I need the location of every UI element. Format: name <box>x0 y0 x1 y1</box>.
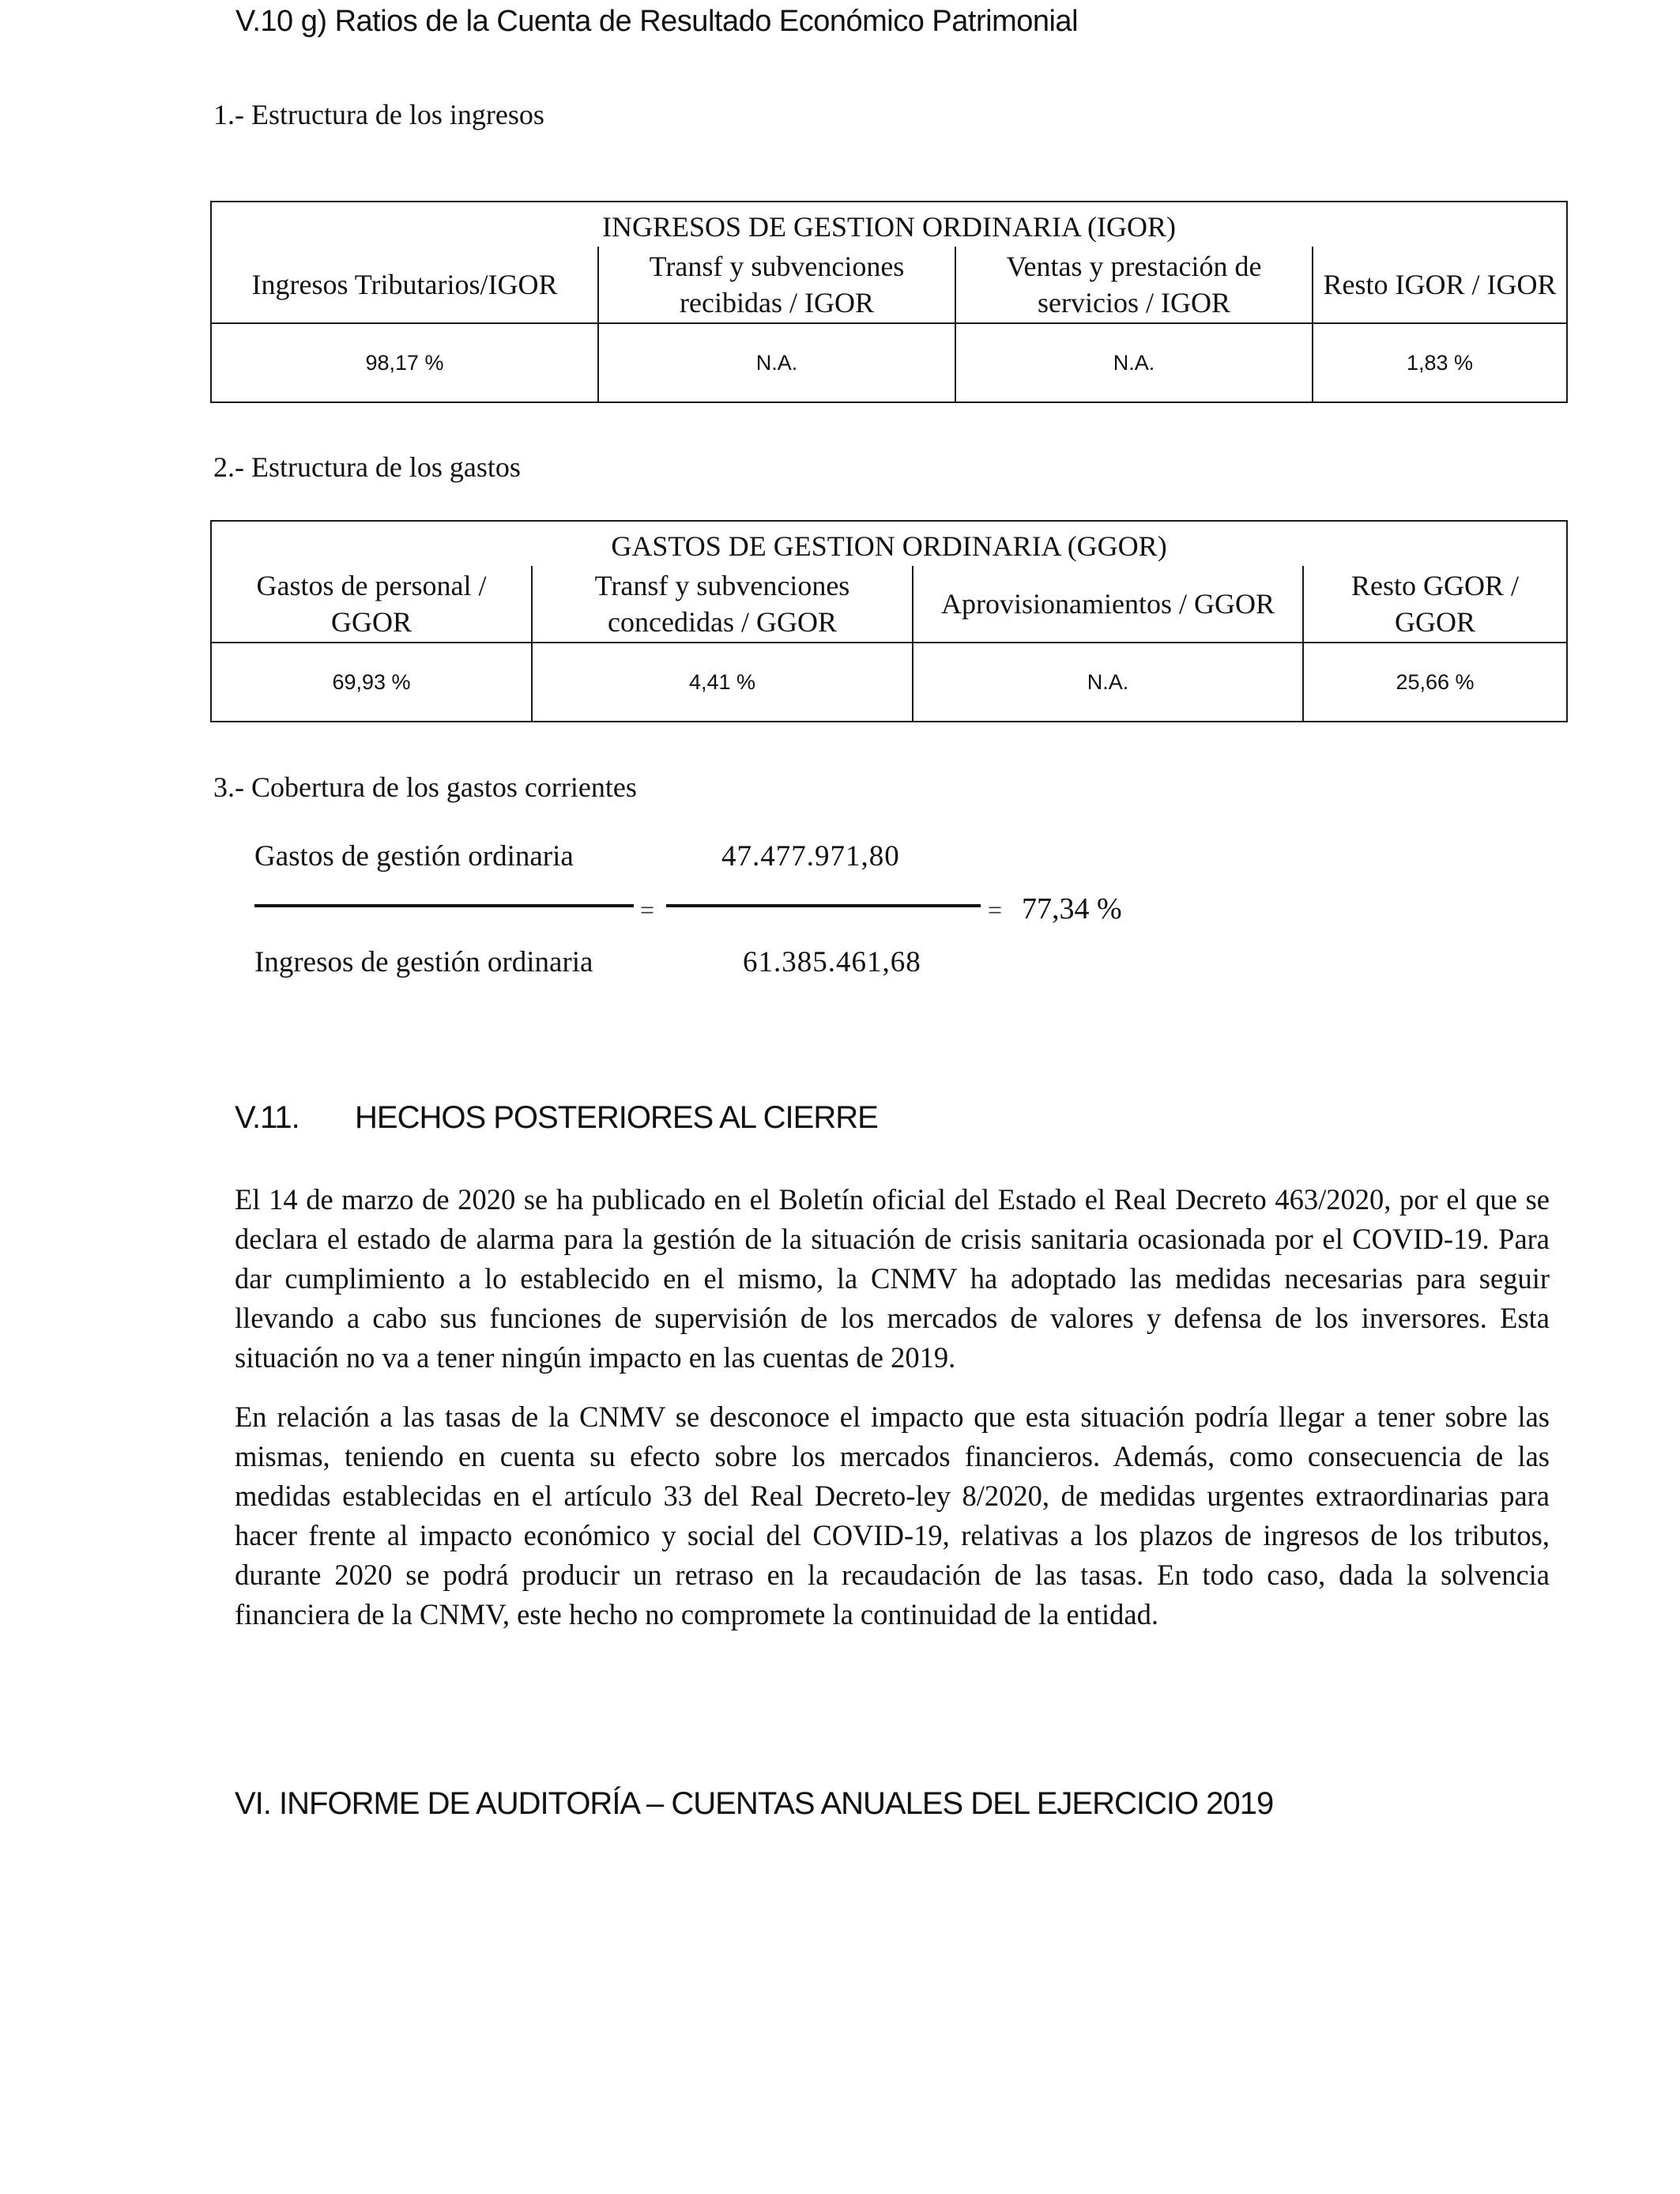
section-title: HECHOS POSTERIORES AL CIERRE <box>355 1100 878 1135</box>
equals-sign-2: = <box>988 895 1003 924</box>
expense-col-aprovisionamientos: Aprovisionamientos / GGOR <box>913 566 1303 643</box>
denominator-value: 61.385.461,68 <box>743 946 921 978</box>
income-col-resto: Resto IGOR / IGOR <box>1313 247 1567 323</box>
income-section-label: 1.- Estructura de los ingresos <box>213 99 544 130</box>
audit-report-heading: VI. INFORME DE AUDITORÍA – CUENTAS ANUALES DEL EJERCICIO 2019 <box>235 1786 1274 1821</box>
equals-sign-1: = <box>640 895 655 924</box>
income-col-ventas: Ventas y prestación de servicios / IGOR <box>955 247 1313 323</box>
expense-table-title: GASTOS DE GESTION ORDINARIA (GGOR) <box>211 521 1567 566</box>
paragraph-1: El 14 de marzo de 2020 se ha publicado en el Boletín oficial del Estado el Real Decreto 463/2020, por el que se declara el estado de alarma para la gestión de la situación de crisis sanitaria ocasionada por el COVID-19. Para dar cumplimiento a lo establecido en el mismo, la CNMV ha adoptado las medidas necesarias para seguir llevando a cabo sus funciones de supervisión de los mercados de valores y defensa de los inversores. Esta situación no va a tener ningún impacto en las cuentas de 2019. <box>235 1183 1550 1374</box>
section-number: V.11. <box>235 1100 299 1135</box>
expense-section-label: 2.- Estructura de los gastos <box>213 451 521 483</box>
income-col-tributarios: Ingresos Tributarios/IGOR <box>211 247 598 323</box>
expense-ratio-table <box>210 520 1568 722</box>
page-title: V.10 g) Ratios de la Cuenta de Resultado Económico Patrimonial <box>235 5 1079 38</box>
expense-value-resto: 25,66 % <box>1303 643 1567 722</box>
expense-col-transferencias: Transf y subvenciones concedidas / GGOR <box>532 566 913 643</box>
numerator-label: Gastos de gestión ordinaria <box>254 840 574 873</box>
expense-value-aprovisionamientos: N.A. <box>913 643 1303 722</box>
income-col-transferencias: Transf y subvenciones recibidas / IGOR <box>598 247 955 323</box>
income-value-transferencias: N.A. <box>598 323 955 402</box>
income-value-resto: 1,83 % <box>1313 323 1567 402</box>
expense-col-personal: Gastos de personal / GGOR <box>211 566 532 643</box>
coverage-section-label: 3.- Cobertura de los gastos corrientes <box>213 771 637 803</box>
expense-col-resto: Resto GGOR / GGOR <box>1303 566 1567 643</box>
income-table-title: INGRESOS DE GESTION ORDINARIA (IGOR) <box>211 202 1567 247</box>
expense-value-transferencias: 4,41 % <box>532 643 913 722</box>
value-fraction-line <box>666 904 981 907</box>
coverage-result: 77,34 % <box>1022 892 1122 925</box>
denominator-label: Ingresos de gestión ordinaria <box>254 946 593 978</box>
label-fraction-line <box>254 904 634 907</box>
numerator-value: 47.477.971,80 <box>721 840 900 873</box>
paragraph-2: En relación a las tasas de la CNMV se desconoce el impacto que esta situación podría llegar a tener sobre las mismas, teniendo en cuenta su efecto sobre los mercados financieros. Además, como consecuencia de las medidas establecidas en el artículo 33 del Real Decreto-ley 8/2020, de medidas urgentes extraordinarias para hacer frente al impacto económico y social del COVID-19, relativas a los plazos de ingresos de los tributos, durante 2020 se podrá producir un retraso en la recaudación de las tasas. En todo caso, dada la solvencia financiera de la CNMV, este hecho no compromete la continuidad de la entidad. <box>235 1400 1550 1630</box>
income-value-ventas: N.A. <box>955 323 1313 402</box>
income-ratio-table <box>210 201 1568 403</box>
income-value-tributarios: 98,17 % <box>211 323 598 402</box>
expense-value-personal: 69,93 % <box>211 643 532 722</box>
